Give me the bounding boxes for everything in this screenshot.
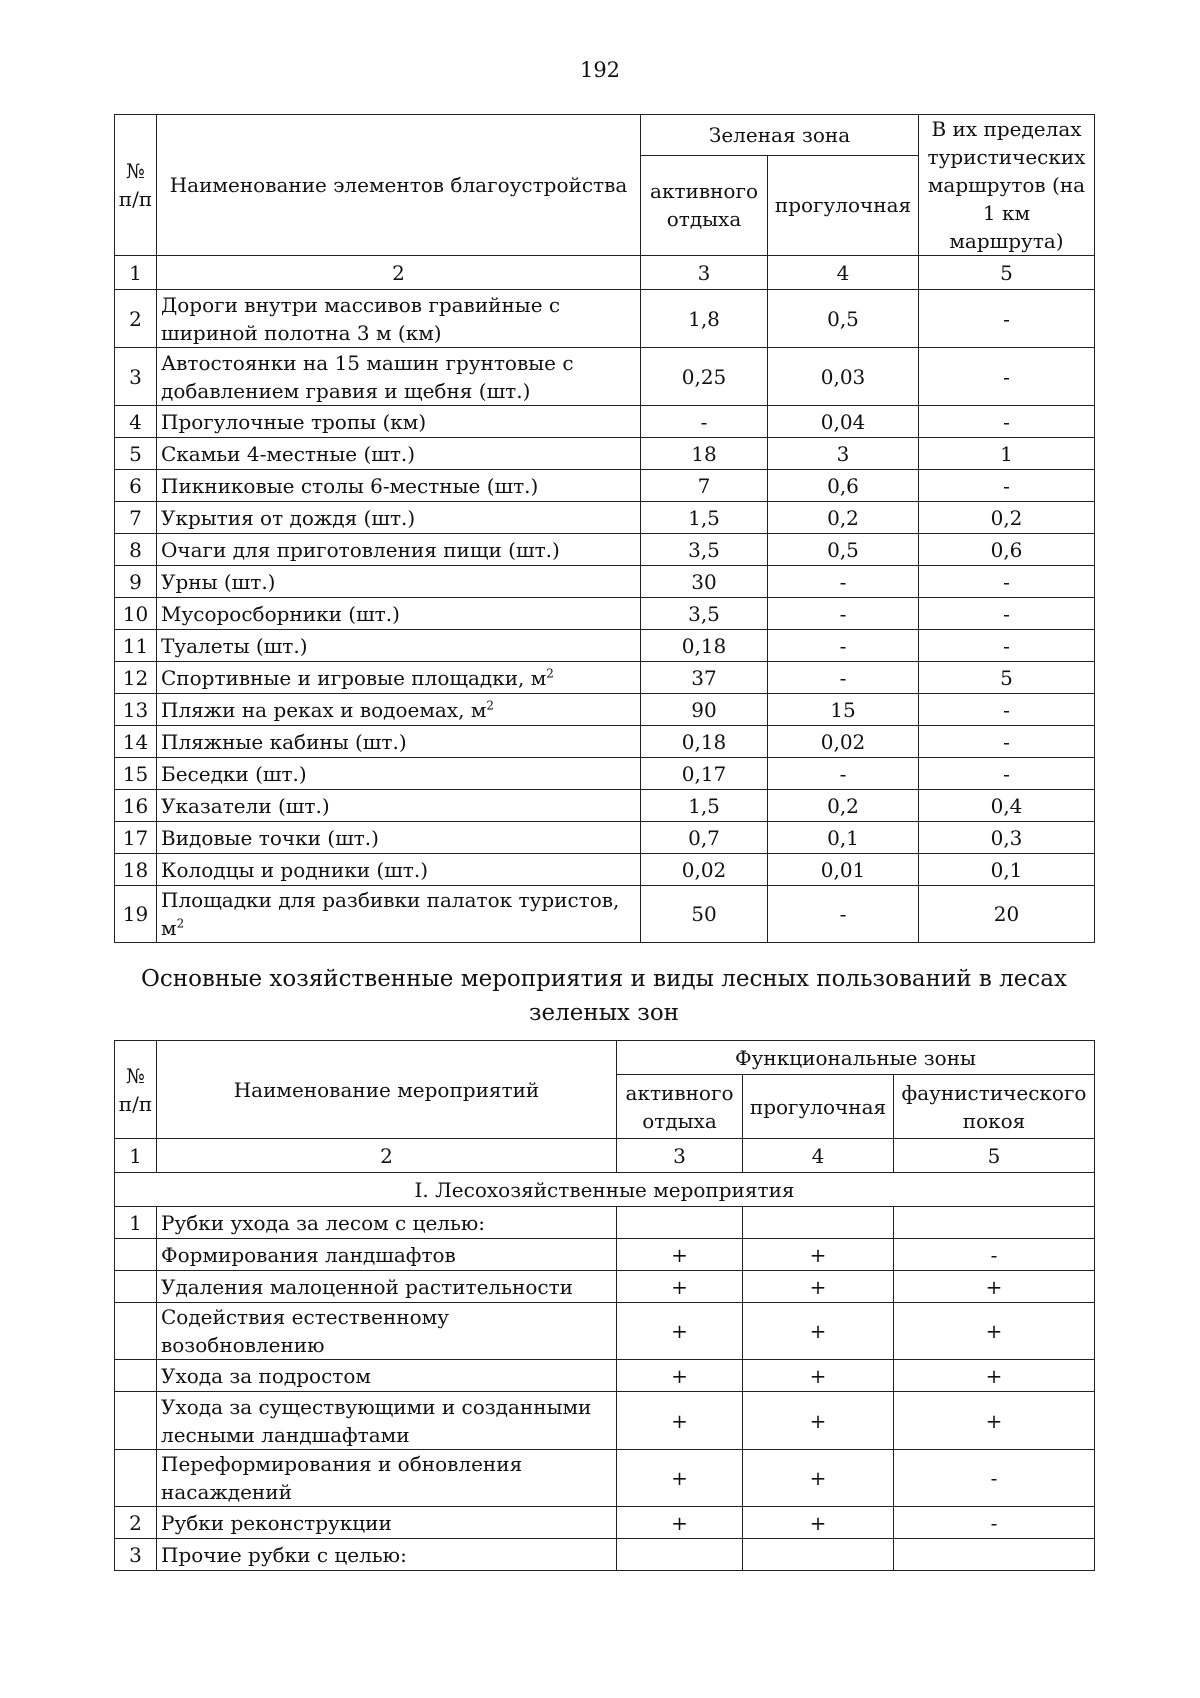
row-name-text: Очаги для приготовления пищи (шт.) (161, 537, 560, 562)
value-active: + (617, 1392, 743, 1450)
row-name-text: Видовые точки (шт.) (161, 825, 379, 850)
row-number: 8 (115, 534, 157, 566)
row-number: 3 (115, 348, 157, 406)
table-row (115, 1239, 1095, 1271)
row-number: 7 (115, 502, 157, 534)
value-active: + (617, 1271, 743, 1303)
row-name: Рубки реконструкции (157, 1507, 617, 1539)
row-name (157, 290, 641, 348)
row-name-text: Туалеты (шт.) (161, 633, 308, 658)
row-name-text: Пикниковые столы 6-местные (шт.) (161, 473, 539, 498)
column-number: 1 (115, 1139, 157, 1173)
value-walking: - (768, 758, 919, 790)
row-name: Ухода за подростом (157, 1360, 617, 1392)
value-active: 0,18 (641, 726, 768, 758)
row-number (115, 1450, 157, 1507)
row-number: 10 (115, 598, 157, 630)
value-active (617, 1539, 743, 1571)
table-row (115, 1539, 1095, 1571)
row-number (115, 1303, 157, 1360)
value-walking: 0,5 (768, 290, 919, 348)
row-name-text: Пляжи на реках и водоемах, м (161, 697, 487, 722)
value-walking: - (768, 630, 919, 662)
value-active: 50 (641, 886, 768, 943)
row-name-text: Беседки (шт.) (161, 761, 307, 786)
section-row (115, 1173, 1095, 1207)
value-faunistic: - (894, 1239, 1095, 1271)
row-number: 1 (115, 1207, 157, 1239)
row-number (115, 1360, 157, 1392)
column-number: 2 (157, 256, 641, 290)
row-number: 2 (115, 290, 157, 348)
value-walking: 15 (768, 694, 919, 726)
table-row (115, 1392, 1095, 1450)
value-routes: 0,6 (919, 534, 1095, 566)
row-number: 11 (115, 630, 157, 662)
row-name-text: Урны (шт.) (161, 569, 276, 594)
row-name-text: Пляжные кабины (шт.) (161, 729, 407, 754)
value-walking: + (743, 1239, 894, 1271)
value-walking: 0,02 (768, 726, 919, 758)
row-name (157, 822, 641, 854)
row-name (157, 502, 641, 534)
value-routes: - (919, 406, 1095, 438)
row-name (157, 566, 641, 598)
row-name-text: Укрытия от дождя (шт.) (161, 505, 416, 530)
row-number: 18 (115, 854, 157, 886)
row-name (157, 694, 641, 726)
table-row (115, 1450, 1095, 1507)
header-green-zone: Зеленая зона (641, 115, 919, 156)
measures-table (114, 1040, 1095, 1571)
row-number: 2 (115, 1507, 157, 1539)
row-number: 17 (115, 822, 157, 854)
header-functional-zones: Функциональные зоны (617, 1041, 1095, 1075)
value-active: 0,17 (641, 758, 768, 790)
value-active: - (641, 406, 768, 438)
row-number: 14 (115, 726, 157, 758)
row-name (157, 348, 641, 406)
row-number: 13 (115, 694, 157, 726)
table-row (115, 886, 1095, 943)
value-active (617, 1207, 743, 1239)
superscript: 2 (486, 697, 495, 712)
row-name (157, 534, 641, 566)
table-row (115, 406, 1095, 438)
value-walking: 0,2 (768, 790, 919, 822)
value-walking: 0,1 (768, 822, 919, 854)
table-row (115, 854, 1095, 886)
table-row (115, 566, 1095, 598)
value-faunistic: - (894, 1507, 1095, 1539)
row-number: 19 (115, 886, 157, 943)
row-name: Прочие рубки с целью: (157, 1539, 617, 1571)
value-active: 0,18 (641, 630, 768, 662)
value-faunistic: - (894, 1450, 1095, 1507)
row-number: 4 (115, 406, 157, 438)
section-row-label: I. Лесохозяйственные мероприятия (115, 1173, 1095, 1207)
row-name-text: Колодцы и родники (шт.) (161, 857, 429, 882)
table-row (115, 630, 1095, 662)
value-routes: 5 (919, 662, 1095, 694)
value-active: 0,02 (641, 854, 768, 886)
column-number: 4 (768, 256, 919, 290)
page-number: 192 (579, 58, 621, 82)
row-number: 15 (115, 758, 157, 790)
table-row (115, 758, 1095, 790)
row-name-text: Дороги внутри массивов гравийные с шириной полотна 3 м (км) (161, 292, 561, 345)
table-row (115, 726, 1095, 758)
table-row (115, 822, 1095, 854)
value-walking: + (743, 1271, 894, 1303)
table-row (115, 598, 1095, 630)
section-title: Основные хозяйственные мероприятия и виды лесных пользований в лесах зеленых зон (141, 966, 1067, 1026)
value-routes: - (919, 758, 1095, 790)
value-active: 37 (641, 662, 768, 694)
value-active: 3,5 (641, 598, 768, 630)
value-active: + (617, 1239, 743, 1271)
amenities-table (114, 114, 1095, 943)
value-active: 1,8 (641, 290, 768, 348)
row-name: Формирования ландшафтов (157, 1239, 617, 1271)
row-number: 16 (115, 790, 157, 822)
value-walking: - (768, 886, 919, 943)
value-walking: 0,5 (768, 534, 919, 566)
value-routes: 0,1 (919, 854, 1095, 886)
value-routes: - (919, 290, 1095, 348)
row-name: Ухода за существующими и созданными лесными ландшафтами (157, 1392, 617, 1450)
row-name-text: Указатели (шт.) (161, 793, 330, 818)
row-name-text: Скамьи 4-местные (шт.) (161, 441, 416, 466)
header-routes: В их пределах туристических маршрутов (на 1 км маршрута) (919, 115, 1095, 256)
row-number: 5 (115, 438, 157, 470)
value-routes: - (919, 348, 1095, 406)
header-active: активного отдыха (641, 155, 768, 255)
value-active: 1,5 (641, 502, 768, 534)
row-name (157, 758, 641, 790)
table-row (115, 1303, 1095, 1360)
value-faunistic (894, 1539, 1095, 1571)
value-routes: 20 (919, 886, 1095, 943)
value-walking: 0,03 (768, 348, 919, 406)
value-faunistic: + (894, 1271, 1095, 1303)
value-active: 30 (641, 566, 768, 598)
row-number: 9 (115, 566, 157, 598)
value-faunistic: + (894, 1392, 1095, 1450)
column-number: 5 (894, 1139, 1095, 1173)
row-number: 6 (115, 470, 157, 502)
row-name (157, 630, 641, 662)
value-faunistic: + (894, 1360, 1095, 1392)
row-number (115, 1239, 157, 1271)
column-number: 5 (919, 256, 1095, 290)
row-name-text: Мусоросборники (шт.) (161, 601, 400, 626)
column-number: 2 (157, 1139, 617, 1173)
table-row (115, 290, 1095, 348)
table-row (115, 1507, 1095, 1539)
value-walking: + (743, 1303, 894, 1360)
table-row (115, 1207, 1095, 1239)
table-row (115, 1360, 1095, 1392)
header-walking: прогулочная (768, 155, 919, 255)
row-name: Переформирования и обновления насаждений (157, 1450, 617, 1507)
value-walking (743, 1207, 894, 1239)
value-routes: - (919, 694, 1095, 726)
column-number: 3 (617, 1139, 743, 1173)
row-name-text: Спортивные и игровые площадки, м (161, 665, 547, 690)
row-name-text: Автостоянки на 15 машин грунтовые с добавлением гравия и щебня (шт.) (161, 350, 574, 403)
value-faunistic: + (894, 1303, 1095, 1360)
value-active: 7 (641, 470, 768, 502)
value-walking: 0,04 (768, 406, 919, 438)
value-active: 1,5 (641, 790, 768, 822)
row-number: 3 (115, 1539, 157, 1571)
value-faunistic (894, 1207, 1095, 1239)
row-name (157, 662, 641, 694)
column-numbers-row (115, 256, 1095, 290)
row-name: Содействия естественному возобновлению (157, 1303, 617, 1360)
table-row (115, 348, 1095, 406)
table-row (115, 662, 1095, 694)
value-routes: 0,3 (919, 822, 1095, 854)
column-number: 4 (743, 1139, 894, 1173)
row-number (115, 1271, 157, 1303)
superscript: 2 (176, 916, 185, 931)
table-row (115, 534, 1095, 566)
table-row (115, 438, 1095, 470)
row-number (115, 1392, 157, 1450)
value-active: 0,25 (641, 348, 768, 406)
row-name-text: Прогулочные тропы (км) (161, 409, 427, 434)
table-row (115, 790, 1095, 822)
row-name (157, 854, 641, 886)
value-walking: 3 (768, 438, 919, 470)
row-number: 12 (115, 662, 157, 694)
row-name (157, 406, 641, 438)
value-active: 3,5 (641, 534, 768, 566)
value-routes: - (919, 598, 1095, 630)
value-walking: - (768, 598, 919, 630)
column-numbers-row (115, 1139, 1095, 1173)
row-name (157, 790, 641, 822)
value-walking: + (743, 1360, 894, 1392)
value-active: 0,7 (641, 822, 768, 854)
row-name: Рубки ухода за лесом с целью: (157, 1207, 617, 1239)
value-walking: + (743, 1507, 894, 1539)
row-name (157, 886, 641, 943)
row-name: Удаления малоценной растительности (157, 1271, 617, 1303)
row-name (157, 438, 641, 470)
table-row (115, 502, 1095, 534)
value-walking: 0,2 (768, 502, 919, 534)
table-row (115, 1271, 1095, 1303)
value-routes: - (919, 630, 1095, 662)
row-name (157, 726, 641, 758)
value-active: 90 (641, 694, 768, 726)
value-routes: 1 (919, 438, 1095, 470)
value-walking: - (768, 662, 919, 694)
header-faunistic: фаунистического покоя (894, 1075, 1095, 1139)
row-name (157, 470, 641, 502)
value-walking: + (743, 1392, 894, 1450)
value-routes: 0,4 (919, 790, 1095, 822)
header-num: № п/п (115, 115, 157, 256)
header-active: активного отдыха (617, 1075, 743, 1139)
header-name: Наименование элементов благоустройства (157, 115, 641, 256)
row-name-text: Площадки для разбивки палаток туристов, м (161, 888, 620, 940)
value-active: 18 (641, 438, 768, 470)
header-walking: прогулочная (743, 1075, 894, 1139)
column-number: 3 (641, 256, 768, 290)
value-routes: - (919, 566, 1095, 598)
value-routes: - (919, 726, 1095, 758)
header-name: Наименование мероприятий (157, 1041, 617, 1139)
superscript: 2 (546, 665, 554, 680)
value-walking: - (768, 566, 919, 598)
value-routes: - (919, 470, 1095, 502)
table-row (115, 470, 1095, 502)
value-active: + (617, 1360, 743, 1392)
value-active: + (617, 1303, 743, 1360)
header-num: № п/п (115, 1041, 157, 1139)
value-walking: 0,01 (768, 854, 919, 886)
value-walking: + (743, 1450, 894, 1507)
row-name (157, 598, 641, 630)
value-routes: 0,2 (919, 502, 1095, 534)
value-walking (743, 1539, 894, 1571)
value-walking: 0,6 (768, 470, 919, 502)
column-number: 1 (115, 256, 157, 290)
value-active: + (617, 1507, 743, 1539)
value-active: + (617, 1450, 743, 1507)
table-row (115, 694, 1095, 726)
